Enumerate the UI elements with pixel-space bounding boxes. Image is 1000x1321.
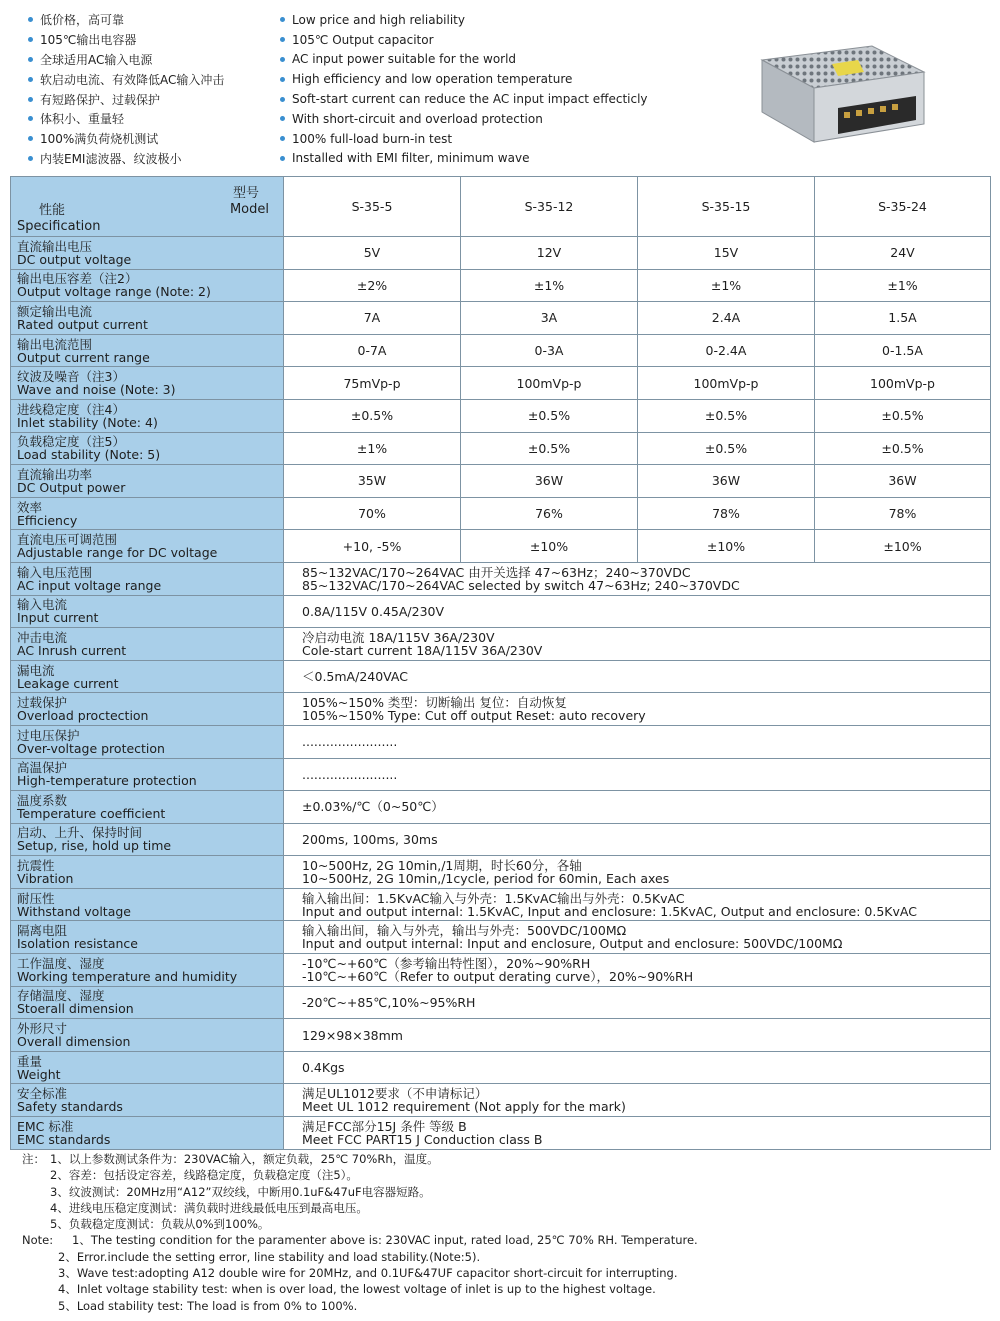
feature-item: 低价格，高可靠: [28, 10, 278, 30]
row-label-en: Overload proctection: [17, 708, 149, 724]
bullet-icon: [28, 57, 33, 62]
table-row: [11, 1019, 991, 1052]
table-row: [11, 595, 991, 628]
row-label-cn: 直流输出电压: [17, 238, 93, 254]
value-line: 输入输出间：1.5KvAC输入与外壳：1.5KvAC输出与外壳：0.5KvAC: [302, 890, 685, 906]
table-row: [11, 986, 991, 1019]
value-cell: 36W: [638, 465, 815, 498]
row-label-cn: 过电压保护: [17, 727, 80, 743]
note-line: 5、负载稳定度测试：负载从0%到100%。: [50, 1217, 270, 1232]
row-label-en: DC Output power: [17, 479, 126, 495]
value-cell: 76%: [461, 497, 638, 530]
row-label-en: Inlet stability (Note: 4): [17, 414, 158, 430]
value-cell: 36W: [461, 465, 638, 498]
value-cell: 70%: [284, 497, 461, 530]
bullet-icon: [280, 97, 285, 102]
value-line: 85~132VAC/170~264VAC selected by switch 47~63Hz; 240~370VDC: [302, 577, 740, 593]
row-label-cn: 外形尺寸: [17, 1021, 68, 1037]
row-label-en: Rated output current: [17, 316, 148, 332]
value-line: 10~500Hz, 2G 10min,/1周期，时长60分，各轴: [302, 858, 582, 874]
table-row: [11, 725, 991, 758]
table-row: [11, 660, 991, 693]
row-label-cn: 输入电流: [17, 597, 68, 613]
row-label-cn: 工作温度、湿度: [17, 955, 105, 971]
row-label: [11, 725, 284, 758]
table-row: [11, 497, 991, 530]
model-header: S-35-12: [461, 177, 638, 237]
value-cell: ±0.5%: [461, 432, 638, 465]
bullet-icon: [280, 156, 285, 161]
row-label-cn: 耐压性: [17, 890, 55, 906]
row-label-en: Output voltage range (Note: 2): [17, 284, 211, 300]
value-cell: ±10%: [638, 530, 815, 563]
feature-item: 软启动电流、有效降低AC输入冲击: [28, 69, 278, 89]
row-label: [11, 693, 284, 726]
value-cell: ±0.5%: [638, 432, 815, 465]
row-label: [11, 237, 284, 270]
row-label-cn: 冲击电流: [17, 629, 68, 645]
bullet-icon: [280, 116, 285, 121]
table-row: [11, 302, 991, 335]
spec-table: [10, 176, 991, 1150]
bullet-icon: [28, 17, 33, 22]
table-row: [11, 530, 991, 563]
value-line: Cole-start current 18A/115V 36A/230V: [302, 642, 543, 658]
row-label-en: Working temperature and humidity: [17, 968, 238, 984]
value-cell-wide: [284, 562, 991, 595]
value-line: ±0.03%/℃（0~50℃）: [302, 799, 444, 815]
bullet-icon: [28, 156, 33, 161]
value-cell-wide: [284, 986, 991, 1019]
row-label-cn: 输出电流范围: [17, 336, 93, 352]
value-cell: ±1%: [638, 269, 815, 302]
row-label: [11, 954, 284, 987]
value-cell: 100mVp-p: [461, 367, 638, 400]
value-cell: 75mVp-p: [284, 367, 461, 400]
table-row: [11, 334, 991, 367]
row-label: [11, 791, 284, 824]
row-label-en: Vibration: [17, 871, 74, 887]
value-cell: 35W: [284, 465, 461, 498]
row-label-cn: 进线稳定度（注4）: [17, 401, 125, 417]
row-label-en: Isolation resistance: [17, 936, 138, 952]
value-line: 200ms, 100ms, 30ms: [302, 831, 438, 847]
power-supply-image: [752, 42, 932, 152]
note-line: 注： 1、以上参数测试条件为：230VAC输入，额定负载，25℃ 70%Rh，温度。: [22, 1152, 439, 1166]
value-cell-wide: [284, 856, 991, 889]
row-label-en: Overall dimension: [17, 1034, 131, 1050]
row-label: [11, 921, 284, 954]
value-cell: 100mVp-p: [638, 367, 815, 400]
value-cell-wide: [284, 660, 991, 693]
row-label-en: Adjustable range for DC voltage: [17, 545, 218, 561]
value-cell: ±0.5%: [638, 399, 815, 432]
row-label-cn: 温度系数: [17, 792, 68, 808]
feature-item: High efficiency and low operation temperature: [280, 69, 700, 89]
value-cell: 1.5A: [815, 302, 991, 335]
row-label-en: AC input voltage range: [17, 577, 162, 593]
table-row: [11, 432, 991, 465]
bullet-icon: [28, 37, 33, 42]
row-label: [11, 302, 284, 335]
value-cell: 100mVp-p: [815, 367, 991, 400]
feature-item: 全球适用AC输入电源: [28, 50, 278, 70]
table-row: [11, 888, 991, 921]
row-label-en: Leakage current: [17, 675, 119, 691]
value-cell-wide: [284, 758, 991, 791]
value-cell: 24V: [815, 237, 991, 270]
bullet-icon: [280, 37, 285, 42]
model-header: S-35-24: [815, 177, 991, 237]
value-cell: ±1%: [815, 269, 991, 302]
value-line: 0.4Kgs: [302, 1060, 345, 1076]
bullet-icon: [28, 77, 33, 82]
value-cell: ±10%: [815, 530, 991, 563]
feature-item: Soft-start current can reduce the AC input impact effecticly: [280, 89, 700, 109]
note-line: 3、Wave test:adopting A12 double wire for 20MHz, and 0.1UF&47UF capacitor short-circuit for interrupting.: [58, 1266, 678, 1281]
value-cell: ±1%: [284, 432, 461, 465]
value-cell-wide: [284, 823, 991, 856]
row-label-cn: 输出电压容差（注2）: [17, 271, 138, 287]
value-cell: ±1%: [461, 269, 638, 302]
value-line: -20℃~+85℃,10%~95%RH: [302, 994, 476, 1010]
row-label-en: Wave and noise (Note: 3): [17, 382, 176, 398]
row-label-en: Weight: [17, 1066, 61, 1082]
table-row: [11, 562, 991, 595]
notes: [22, 1151, 982, 1314]
row-label-en: Load stability (Note: 5): [17, 447, 161, 463]
row-label: [11, 530, 284, 563]
row-label: [11, 334, 284, 367]
row-label-en: Withstand voltage: [17, 903, 131, 919]
row-label-en: AC Inrush current: [17, 642, 127, 658]
value-line: -10℃~+60℃（Refer to output derating curve），20%~90%RH: [302, 968, 694, 984]
model-header: S-35-15: [638, 177, 815, 237]
table-row: [11, 758, 991, 791]
value-cell: ±0.5%: [815, 399, 991, 432]
value-line: 129×98×38mm: [302, 1027, 403, 1043]
row-label-cn: 输入电压范围: [17, 564, 93, 580]
row-label: [11, 497, 284, 530]
note-line: 5、Load stability test: The load is from 0% to 100%.: [58, 1298, 358, 1313]
row-label-cn: 纹波及噪音（注3）: [17, 369, 125, 385]
feature-item: 105℃ Output capacitor: [280, 30, 700, 50]
row-label: [11, 269, 284, 302]
feature-item: 105℃输出电容器: [28, 30, 278, 50]
value-cell: 2.4A: [638, 302, 815, 335]
feature-item: 有短路保护、过载保护: [28, 89, 278, 109]
bullet-icon: [280, 77, 285, 82]
feature-item: With short-circuit and overload protection: [280, 109, 700, 129]
value-cell: ±0.5%: [815, 432, 991, 465]
row-label-cn: 漏电流: [17, 662, 55, 678]
row-label: [11, 1117, 284, 1150]
row-label-en: Temperature coefficient: [17, 805, 166, 821]
value-cell-wide: [284, 1019, 991, 1052]
value-cell-wide: [284, 888, 991, 921]
feature-item: 内装EMI滤波器、纹波极小: [28, 149, 278, 169]
row-label: [11, 562, 284, 595]
table-row: [11, 1117, 991, 1150]
feature-item: 100%满负荷烧机测试: [28, 129, 278, 149]
row-label-cn: 负载稳定度（注5）: [17, 434, 125, 450]
row-label: [11, 823, 284, 856]
row-label-cn: 直流输出功率: [17, 466, 93, 482]
value-cell-wide: [284, 725, 991, 758]
model-header: S-35-5: [284, 177, 461, 237]
header-corner-cell: 型号 Model 性能 Specification: [11, 177, 284, 237]
row-label: [11, 888, 284, 921]
table-row: [11, 693, 991, 726]
table-row: [11, 1084, 991, 1117]
value-cell: ±10%: [461, 530, 638, 563]
value-line: 0.8A/115V 0.45A/230V: [302, 603, 445, 619]
value-line: ........................: [302, 766, 398, 782]
value-cell-wide: [284, 1051, 991, 1084]
value-cell: 78%: [638, 497, 815, 530]
feature-list-en: [280, 10, 700, 168]
feature-item: AC input power suitable for the world: [280, 50, 700, 70]
value-cell-wide: [284, 921, 991, 954]
value-cell: 36W: [815, 465, 991, 498]
row-label: [11, 465, 284, 498]
value-line: 输入输出间，输入与外壳，输出与外壳：500VDC/100MΩ: [302, 923, 627, 939]
table-row: [11, 823, 991, 856]
value-cell: 0-3A: [461, 334, 638, 367]
note-line: 2、容差：包括设定容差，线路稳定度，负载稳定度（注5）。: [50, 1168, 358, 1183]
row-label: [11, 1084, 284, 1117]
row-label-en: Input current: [17, 610, 99, 626]
row-label: [11, 1019, 284, 1052]
row-label-en: Efficiency: [17, 512, 78, 528]
table-row: [11, 856, 991, 889]
row-label-cn: 重量: [17, 1053, 43, 1069]
value-line: Input and output internal: 1.5KvAC, Input and enclosure: 1.5KvAC, Output and enclosure: 0.5KvAC: [302, 903, 917, 919]
value-cell: 0-7A: [284, 334, 461, 367]
value-line: Meet FCC PART15 J Conduction class B: [302, 1132, 543, 1148]
row-label-en: Over-voltage protection: [17, 740, 165, 756]
value-line: ........................: [302, 734, 398, 750]
value-cell: 12V: [461, 237, 638, 270]
value-cell: 78%: [815, 497, 991, 530]
row-label: [11, 986, 284, 1019]
table-row: [11, 628, 991, 661]
value-line: -10℃~+60℃（参考输出特性图），20%~90%RH: [302, 955, 591, 971]
value-cell-wide: [284, 693, 991, 726]
value-line: 105%~150% Type: Cut off output Reset: auto recovery: [302, 708, 646, 724]
row-label-cn: 直流电压可调范围: [17, 532, 118, 548]
feature-item: 体积小、重量轻: [28, 109, 278, 129]
row-label: [11, 856, 284, 889]
feature-item: Low price and high reliability: [280, 10, 700, 30]
value-cell-wide: [284, 954, 991, 987]
row-label-en: EMC standards: [17, 1132, 111, 1148]
note-line: 3、纹波测试：20MHz用“A12”双绞线，中断用0.1uF&47uF电容器短路。: [50, 1184, 431, 1199]
bullet-icon: [28, 97, 33, 102]
value-cell: 3A: [461, 302, 638, 335]
table-row: [11, 921, 991, 954]
row-label-en: Safety standards: [17, 1099, 123, 1115]
feature-list-cn: [28, 10, 278, 168]
row-label-cn: 高温保护: [17, 760, 68, 776]
row-label: [11, 367, 284, 400]
value-cell-wide: [284, 595, 991, 628]
row-label-cn: 安全标准: [17, 1086, 68, 1102]
row-label-cn: 隔离电阻: [17, 923, 68, 939]
feature-list: [28, 10, 728, 175]
row-label: [11, 628, 284, 661]
value-cell: 5V: [284, 237, 461, 270]
table-row: [11, 954, 991, 987]
row-label: [11, 1051, 284, 1084]
value-cell: ±0.5%: [284, 399, 461, 432]
value-cell-wide: [284, 1117, 991, 1150]
feature-item: Installed with EMI filter, minimum wave: [280, 149, 700, 169]
value-cell: 0-2.4A: [638, 334, 815, 367]
row-label-en: High-temperature protection: [17, 773, 197, 789]
table-row: [11, 367, 991, 400]
bullet-icon: [280, 136, 285, 141]
table-row: [11, 465, 991, 498]
note-line: 4、进线电压稳定度测试：满负载时进线最低电压到最高电压。: [50, 1200, 368, 1215]
row-label-cn: EMC 标准: [17, 1119, 74, 1135]
note-line: 2、Error.include the setting error, line stability and load stability.(Note:5).: [58, 1249, 481, 1264]
value-line: 满足FCC部分15J 条件 等级 B: [302, 1119, 467, 1135]
value-cell-wide: [284, 628, 991, 661]
row-label: [11, 758, 284, 791]
value-cell: 7A: [284, 302, 461, 335]
row-label: [11, 595, 284, 628]
value-cell: +10, -5%: [284, 530, 461, 563]
note-line: 4、Inlet voltage stability test: when is over load, the lowest voltage of inlet is up to the highest voltage.: [58, 1282, 656, 1297]
row-label-en: DC output voltage: [17, 251, 132, 267]
value-line: 冷启动电流 18A/115V 36A/230V: [302, 629, 495, 645]
row-label-cn: 抗震性: [17, 858, 55, 874]
table-header-row: [11, 177, 991, 237]
row-label: [11, 399, 284, 432]
row-label: [11, 432, 284, 465]
value-line: ＜0.5mA/240VAC: [302, 669, 408, 685]
value-line: 85~132VAC/170~264VAC 由开关选择 47~63Hz；240~370VDC: [302, 564, 691, 580]
value-line: 满足UL1012要求（不申请标记）: [302, 1086, 488, 1102]
note-line: Note: 1、The testing condition for the paramenter above is: 230VAC input, rated load, 25℃ 70% RH. Temperature.: [22, 1233, 698, 1248]
table-row: [11, 1051, 991, 1084]
bullet-icon: [28, 136, 33, 141]
value-line: 10~500Hz, 2G 10min,/1cycle, period for 60min, Each axes: [302, 871, 670, 887]
row-label-en: Setup, rise, hold up time: [17, 838, 172, 854]
feature-item: 100% full-load burn-in test: [280, 129, 700, 149]
table-row: [11, 399, 991, 432]
row-label: [11, 660, 284, 693]
row-label-cn: 效率: [17, 499, 43, 515]
value-cell: 15V: [638, 237, 815, 270]
value-line: Meet UL 1012 requirement (Not apply for the mark): [302, 1099, 626, 1115]
value-cell: ±0.5%: [461, 399, 638, 432]
value-cell: ±2%: [284, 269, 461, 302]
row-label-en: Output current range: [17, 349, 150, 365]
value-cell: 0-1.5A: [815, 334, 991, 367]
row-label-cn: 启动、上升、保持时间: [17, 825, 143, 841]
bullet-icon: [280, 17, 285, 22]
table-row: [11, 791, 991, 824]
row-label-cn: 过载保护: [17, 695, 68, 711]
table-row: [11, 269, 991, 302]
table-row: [11, 237, 991, 270]
row-label-en: Stoerall dimension: [17, 1001, 134, 1017]
row-label-cn: 存储温度、湿度: [17, 988, 105, 1004]
value-line: 105%~150% 类型：切断输出 复位：自动恢复: [302, 695, 567, 711]
value-cell-wide: [284, 791, 991, 824]
bullet-icon: [28, 116, 33, 121]
row-label-cn: 额定输出电流: [17, 303, 93, 319]
value-line: Input and output internal: Input and enclosure, Output and enclosure: 500VDC/100MΩ: [302, 936, 843, 952]
bullet-icon: [280, 57, 285, 62]
value-cell-wide: [284, 1084, 991, 1117]
